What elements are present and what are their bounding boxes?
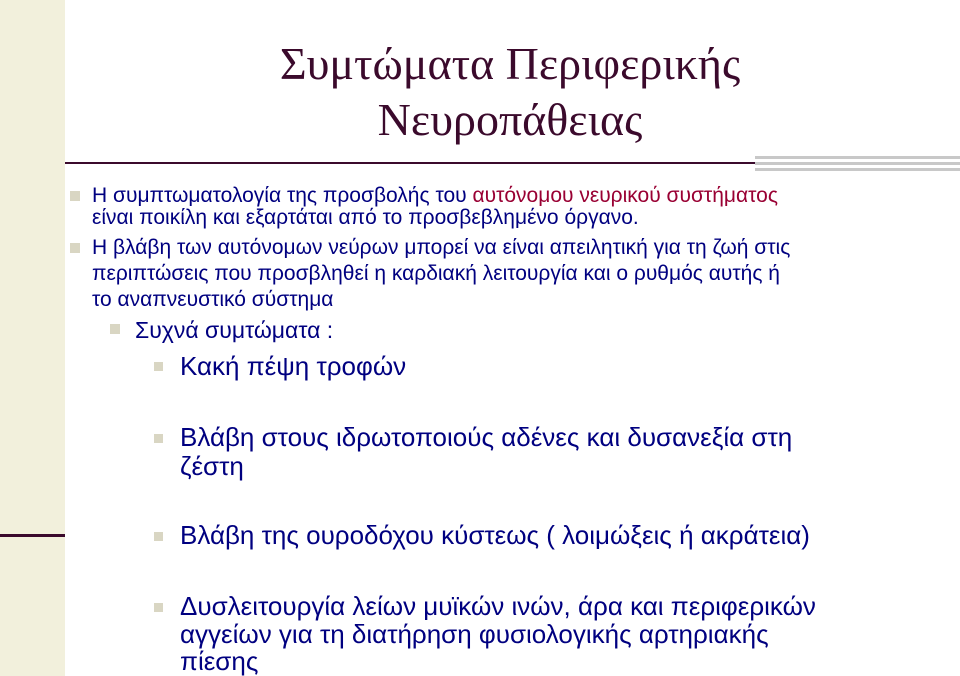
bullet-square-icon: [154, 532, 163, 541]
item-4-line-3: πίεσης: [180, 646, 259, 676]
item-1: Κακή πέψη τροφών: [180, 351, 407, 381]
bullet-square-icon: [70, 243, 80, 253]
bullet-square-icon: [70, 191, 80, 201]
side-divider: [0, 534, 65, 537]
bullet-1-text: Η συμπτωματολογία της προσβολής του: [92, 184, 473, 207]
bullet-2-line-1: Η βλάβη των αυτόνομων νεύρων μπορεί να είναι απειλητική για τη ζωή στις: [92, 236, 791, 259]
slide-title-line2: Νευροπάθειας: [377, 94, 643, 145]
bullet-1-line-2: είναι ποικίλη και εξαρτάται από το προσβεβλημένο όργανο.: [92, 206, 639, 229]
slide-title-line1: Συμτώματα Περιφερικής: [279, 38, 741, 89]
bullet-1-line-1: [92, 185, 778, 207]
corner-decoration: [755, 156, 960, 174]
item-2-line-1: Βλάβη στους ιδρωτοποιούς αδένες και δυσανεξία στη: [180, 422, 793, 452]
side-band: [0, 0, 65, 676]
sub-heading: Συχνά συμτώματα :: [135, 317, 334, 343]
bullet-square-icon: [110, 324, 120, 334]
item-4-line-2: αγγείων για τη διατήρηση φυσιολογικής αρτηριακής: [180, 619, 769, 649]
title-divider: [65, 162, 755, 164]
bullet-2-line-3: το αναπνευστικό σύστημα: [92, 288, 334, 311]
slide-title: [140, 36, 880, 148]
bullet-square-icon: [154, 434, 163, 443]
bullet-1-highlight: αυτόνομου νευρικού συστήματος: [472, 184, 778, 207]
bullet-square-icon: [154, 603, 163, 612]
item-3: Βλάβη της ουροδόχου κύστεως ( λοιμώξεις ή ακράτεια): [180, 520, 810, 550]
item-4-line-1: Δυσλειτουργία λείων μυϊκών ινών, άρα και περιφερικών: [180, 591, 816, 621]
item-2-line-2: ζέστη: [180, 451, 244, 481]
bullet-2-line-2: περιπτώσεις που προσβληθεί η καρδιακή λειτουργία και ο ρυθμός αυτής ή: [92, 262, 780, 285]
bullet-square-icon: [154, 362, 163, 371]
